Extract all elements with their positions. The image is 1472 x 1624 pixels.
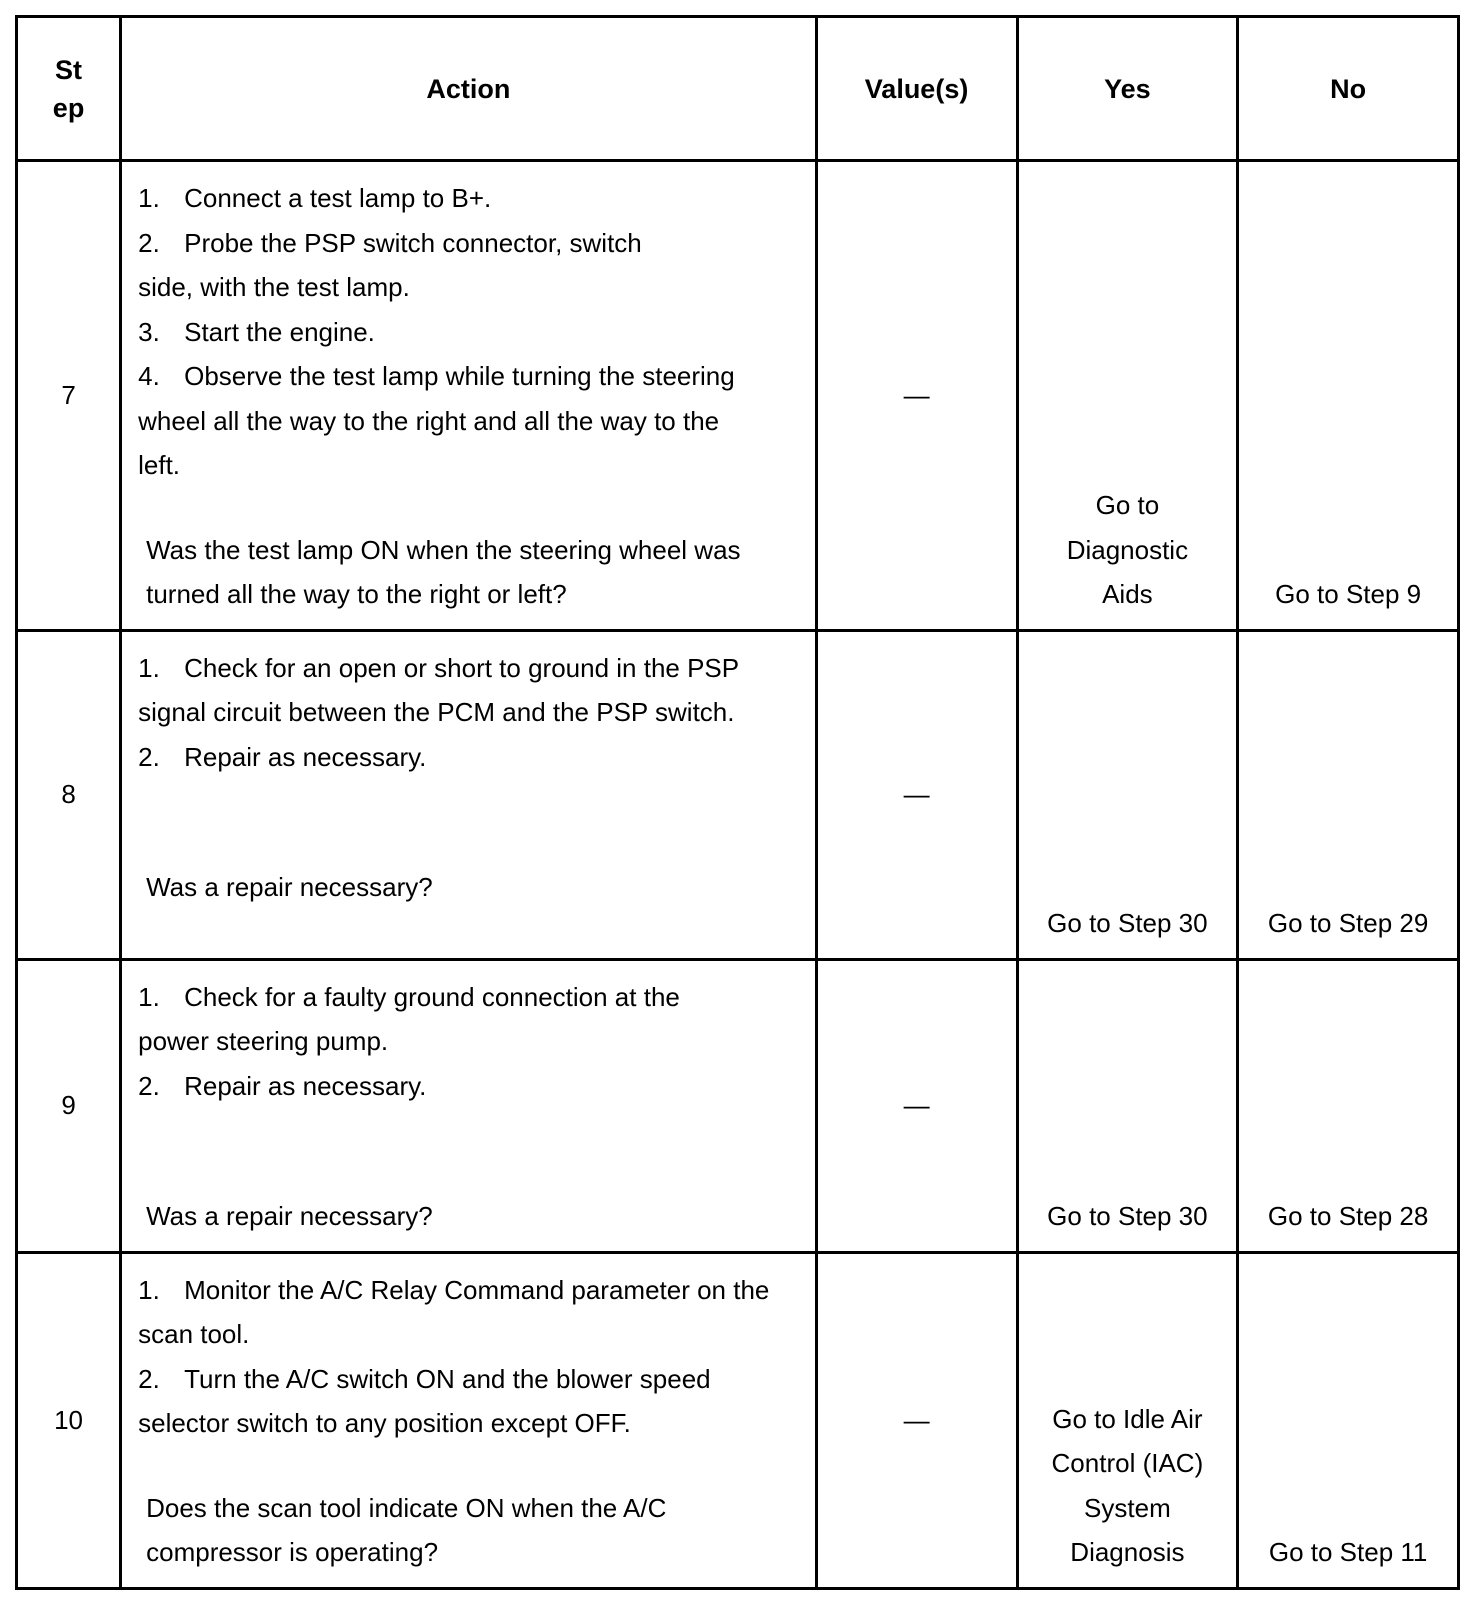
yes-cell: Go to Step 30 (1017, 959, 1238, 1252)
header-action: Action (121, 17, 816, 161)
value-dash: — (903, 380, 930, 410)
action-cell (121, 1252, 816, 1588)
header-step (17, 17, 121, 161)
diagnostic-table (15, 15, 1460, 1590)
step-number: 7 (17, 161, 121, 631)
value-cell (816, 959, 1017, 1252)
header-values: Value(s) (816, 17, 1017, 161)
step-number: 9 (17, 959, 121, 1252)
yes-cell: Go to Step 30 (1017, 630, 1238, 959)
value-cell (816, 630, 1017, 959)
no-cell: Go to Step 28 (1238, 959, 1459, 1252)
no-cell: Go to Step 29 (1238, 630, 1459, 959)
value-dash: — (903, 1090, 930, 1121)
no-cell: Go to Step 9 (1238, 161, 1459, 631)
value-dash: — (903, 779, 930, 810)
header-step-line2: ep (52, 92, 85, 123)
action-item: 1. Connect a test lamp to B+. (138, 183, 492, 213)
action-cell (121, 630, 816, 959)
action-list (138, 646, 814, 780)
step-number: 8 (17, 630, 121, 959)
action-item: 2. Repair as necessary. (138, 1070, 427, 1101)
table-row (17, 630, 1459, 959)
action-item: 2. Probe the PSP switch connector, switch side, with the test lamp. (138, 227, 642, 302)
header-no: No (1238, 17, 1459, 161)
action-item: 1. Check for a faulty ground connection at the power steering pump. (138, 981, 680, 1056)
action-item: 2. Repair as necessary. (138, 741, 427, 772)
action-question: Was a repair necessary? (146, 1201, 433, 1231)
table-row (17, 959, 1459, 1252)
header-yes: Yes (1017, 17, 1238, 161)
header-row (17, 17, 1459, 161)
action-cell (121, 959, 816, 1252)
action-item: 1. Monitor the A/C Relay Command parameter on the scan tool. (138, 1274, 770, 1349)
yes-cell: Go to Idle Air Control (IAC) System Diagnosis (1017, 1252, 1238, 1588)
action-item: 2. Turn the A/C switch ON and the blower speed selector switch to any position except OFF. (138, 1363, 711, 1438)
yes-cell: Go to Diagnostic Aids (1017, 161, 1238, 631)
action-item: 3. Start the engine. (138, 316, 375, 347)
action-list (138, 975, 814, 1109)
action-list (138, 176, 814, 488)
value-cell (816, 161, 1017, 631)
action-item: 1. Check for an open or short to ground in the PSP signal circuit between the PCM and the PSP switch. (138, 652, 739, 727)
header-step-line1: St (55, 54, 83, 85)
action-list (138, 1268, 814, 1446)
action-question: Was the test lamp ON when the steering wheel was turned all the way to the right or left? (146, 534, 741, 609)
table-row (17, 161, 1459, 631)
action-item: 4. Observe the test lamp while turning the steering wheel all the way to the right and all the way to the left. (138, 361, 735, 480)
action-cell (121, 161, 816, 631)
step-number: 10 (17, 1252, 121, 1588)
value-dash: — (903, 1404, 930, 1435)
action-question: Was a repair necessary? (146, 872, 433, 902)
table-row (17, 1252, 1459, 1588)
no-cell: Go to Step 11 (1238, 1252, 1459, 1588)
value-cell (816, 1252, 1017, 1588)
action-question: Does the scan tool indicate ON when the A/C compressor is operating? (146, 1492, 667, 1567)
